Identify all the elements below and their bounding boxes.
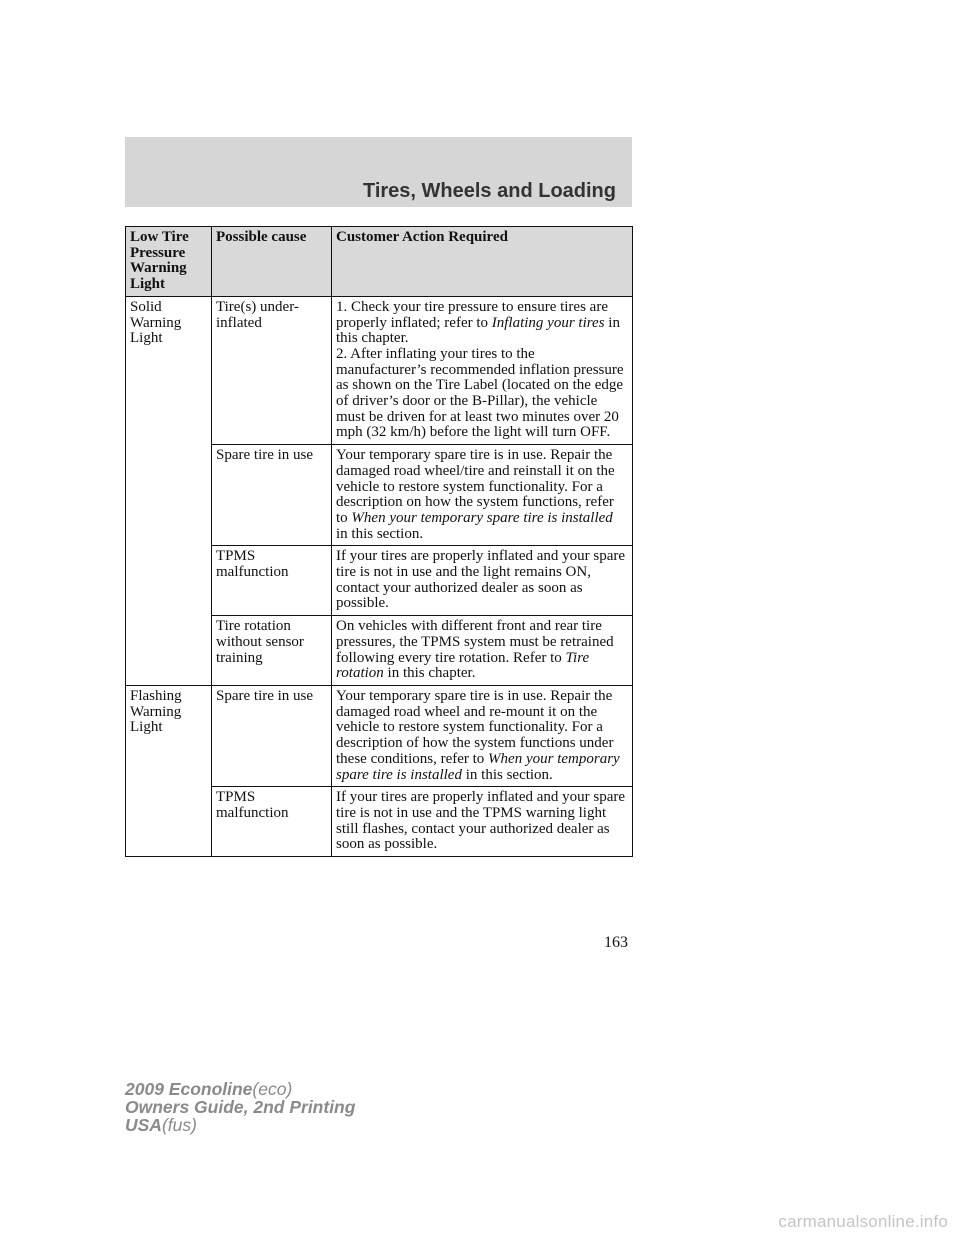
action-cell: Your temporary spare tire is in use. Repair the damaged road wheel/tire and reinstall it on the vehicle to restore system functionality. For a description on how the system functions, refer to When your temporary spare tire is installed in this section.: [332, 445, 633, 546]
column-header-cause: Possible cause: [212, 227, 332, 297]
column-header-action: Customer Action Required: [332, 227, 633, 297]
cause-cell: Tire rotation without sensor training: [212, 616, 332, 686]
cause-cell: TPMS malfunction: [212, 787, 332, 857]
action-cell: If your tires are properly inflated and your spare tire is not in use and the light remains ON, contact your authorized dealer as soon as possible.: [332, 546, 633, 616]
table-row: [126, 296, 633, 444]
cross-reference: When your temporary spare tire is installed: [351, 509, 613, 526]
page-number: 163: [604, 934, 628, 951]
light-cell-solid: Solid Warning Light: [126, 296, 212, 685]
watermark: carmanualsonline.info: [778, 1212, 948, 1231]
cross-reference: Tire rotation: [336, 649, 590, 682]
cause-cell: TPMS malfunction: [212, 546, 332, 616]
action-cell: If your tires are properly inflated and your spare tire is not in use and the TPMS warning light still flashes, contact your authorized dealer as soon as possible.: [332, 787, 633, 857]
cause-cell: Spare tire in use: [212, 445, 332, 546]
footer-guide-line: Owners Guide, 2nd Printing: [125, 1097, 356, 1117]
column-header-light: Low Tire Pressure Warning Light: [126, 227, 212, 297]
cross-reference: Inflating your tires: [491, 314, 605, 331]
document-footer: [125, 1080, 355, 1134]
cause-cell: Tire(s) under-inflated: [212, 296, 332, 444]
action-cell: On vehicles with different front and rear tire pressures, the TPMS system must be retrained following every tire rotation. Refer to Tire rotation in this chapter.: [332, 616, 633, 686]
light-cell-flashing: Flashing Warning Light: [126, 685, 212, 856]
footer-model-line: 2009 Econoline(eco): [125, 1079, 293, 1099]
action-cell: Your temporary spare tire is in use. Repair the damaged road wheel and re-mount it on the vehicle to restore system functionality. For a description of how the system functions under these conditions, refer to When your temporary spare tire is installed in this section.: [332, 685, 633, 786]
tpms-warning-table: [125, 226, 633, 857]
cross-reference: When your temporary spare tire is installed: [336, 750, 620, 783]
footer-market-line: USA(fus): [125, 1115, 197, 1135]
table-row: [126, 685, 633, 786]
table-header-row: [126, 227, 633, 297]
section-header-band: [125, 137, 632, 207]
section-title: Tires, Wheels and Loading: [362, 180, 616, 202]
cause-cell: Spare tire in use: [212, 685, 332, 786]
action-cell: 1. Check your tire pressure to ensure tires are properly inflated; refer to Inflating your tires in this chapter. 2. After inflating your tires to the manufacturer’s recommended inflation pressure as shown on the Tire Label (located on the edge of driver’s door or the B-Pillar), the vehicle must be driven for at least two minutes over 20 mph (32 km/h) before the light will turn OFF.: [332, 296, 633, 444]
